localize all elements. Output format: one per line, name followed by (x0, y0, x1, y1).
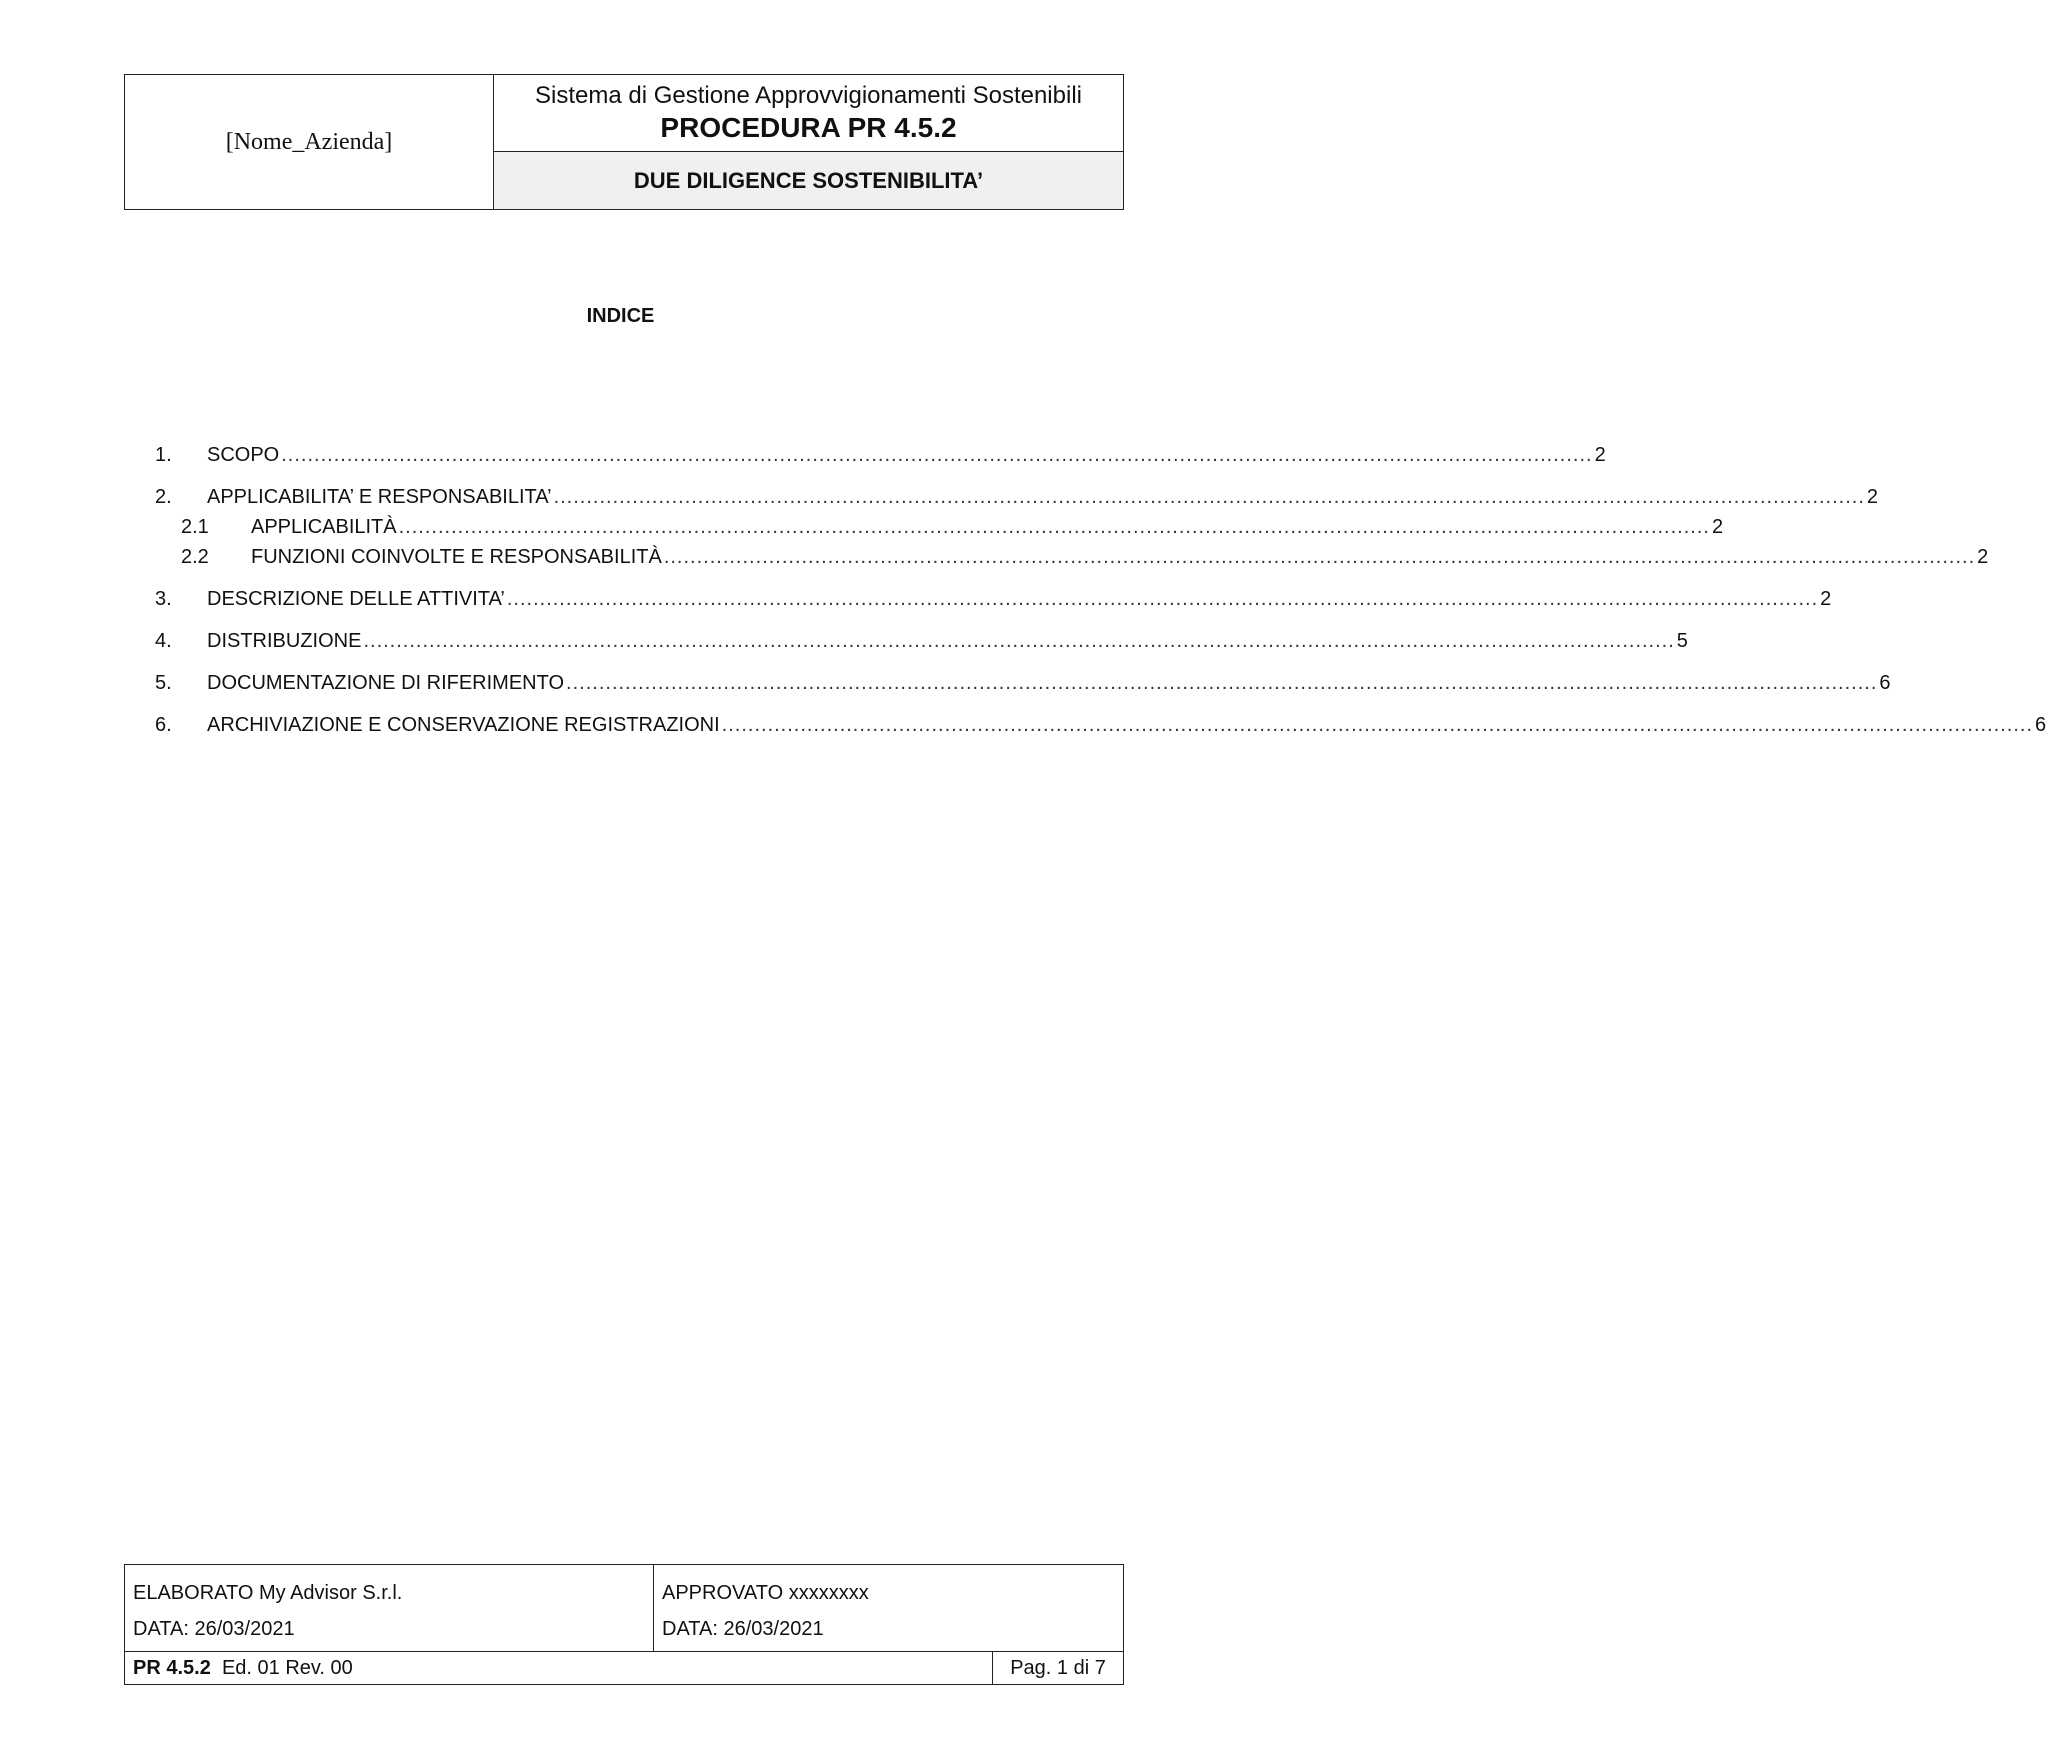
approvato-text: APPROVATO xxxxxxxx (662, 1582, 869, 1604)
toc-entry-number: 2. (155, 486, 172, 508)
toc-entry-page: 2 (1820, 588, 1832, 610)
toc-entry-2-1[interactable] (155, 512, 1724, 542)
toc-entry-page: 5 (1676, 630, 1688, 652)
toc-entry-page: 2 (1594, 444, 1606, 466)
toc-dot-leader: ........................................................................................................................................................................................................ (363, 630, 1675, 652)
toc-entry-number: 2.1 (181, 516, 209, 538)
document-code (125, 1652, 992, 1684)
elaborato-text: ELABORATO My Advisor S.r.l. (133, 1582, 403, 1604)
footer-approvals (125, 1565, 1123, 1652)
footer-elaborato-cell (125, 1565, 654, 1651)
header-titles-column (494, 75, 1123, 209)
toc-entry-number: 3. (155, 588, 172, 610)
toc-entry-number: 4. (155, 630, 172, 652)
elaborato-date: DATA: 26/03/2021 (133, 1618, 295, 1640)
toc-dot-leader: ........................................................................................................................................................................................................ (566, 672, 1878, 694)
toc-entry-number: 5. (155, 672, 172, 694)
document-header (124, 74, 1124, 210)
procedure-subtitle: DUE DILIGENCE SOSTENIBILITA’ (494, 152, 1123, 209)
procedure-title: PROCEDURA PR 4.5.2 (660, 112, 957, 143)
procedure-code: PR 4.5.2 (133, 1657, 211, 1679)
toc-entry-number: 1. (155, 444, 172, 466)
toc-entry-1[interactable] (155, 440, 1606, 470)
toc-dot-leader: ........................................................................................................................................................................................................ (281, 444, 1593, 466)
toc-entry-2-2[interactable] (155, 542, 1989, 572)
toc-entry-number: 6. (155, 714, 172, 736)
toc-entry-label: FUNZIONI COINVOLTE E RESPONSABILITÀ (251, 546, 662, 568)
edition-revision: Ed. 01 Rev. 00 (221, 1657, 353, 1679)
footer-approvato-cell (654, 1565, 1123, 1651)
toc-entry-page: 6 (1879, 672, 1891, 694)
toc-entry-4[interactable] (155, 626, 1688, 656)
toc-entry-label: DESCRIZIONE DELLE ATTIVITA’ (207, 588, 505, 610)
toc-entry-label: DISTRIBUZIONE (207, 630, 362, 652)
table-of-contents (155, 440, 2046, 740)
toc-dot-leader: ........................................................................................................................................................................................................ (553, 486, 1865, 508)
toc-entry-page: 2 (1977, 546, 1989, 568)
header-titles (494, 75, 1123, 152)
toc-entry-page: 6 (2035, 714, 2046, 736)
toc-dot-leader: ........................................................................................................................................................................................................ (506, 588, 1819, 610)
company-name: [Nome_Azienda] (125, 75, 494, 209)
toc-entry-3[interactable] (155, 584, 1832, 614)
footer-code-row (125, 1652, 1123, 1684)
approvato-date: DATA: 26/03/2021 (662, 1618, 824, 1640)
toc-entry-page: 2 (1866, 486, 1879, 508)
toc-entry-label: SCOPO (207, 444, 280, 466)
toc-dot-leader: ........................................................................................................................................................................................................ (721, 714, 2033, 736)
document-footer (124, 1564, 1124, 1685)
toc-entry-label: APPLICABILITA’ E RESPONSABILITA’ (207, 486, 552, 508)
index-title: INDICE (586, 305, 655, 327)
toc-entry-label: ARCHIVIAZIONE E CONSERVAZIONE REGISTRAZIONI (207, 714, 720, 736)
toc-entry-page: 2 (1711, 516, 1724, 538)
toc-entry-label: APPLICABILITÀ (251, 516, 397, 538)
toc-dot-leader: ........................................................................................................................................................................................................ (663, 546, 1976, 568)
toc-entry-label: DOCUMENTAZIONE DI RIFERIMENTO (207, 672, 565, 694)
page-number: Pag. 1 di 7 (992, 1652, 1123, 1684)
toc-entry-number: 2.2 (181, 546, 209, 568)
toc-entry-2[interactable] (155, 482, 1879, 512)
toc-entry-5[interactable] (155, 668, 1891, 698)
system-title: Sistema di Gestione Approvvigionamenti Sostenibili (535, 82, 1082, 109)
toc-dot-leader: ........................................................................................................................................................................................................ (398, 516, 1710, 538)
toc-entry-6[interactable] (155, 710, 2046, 740)
